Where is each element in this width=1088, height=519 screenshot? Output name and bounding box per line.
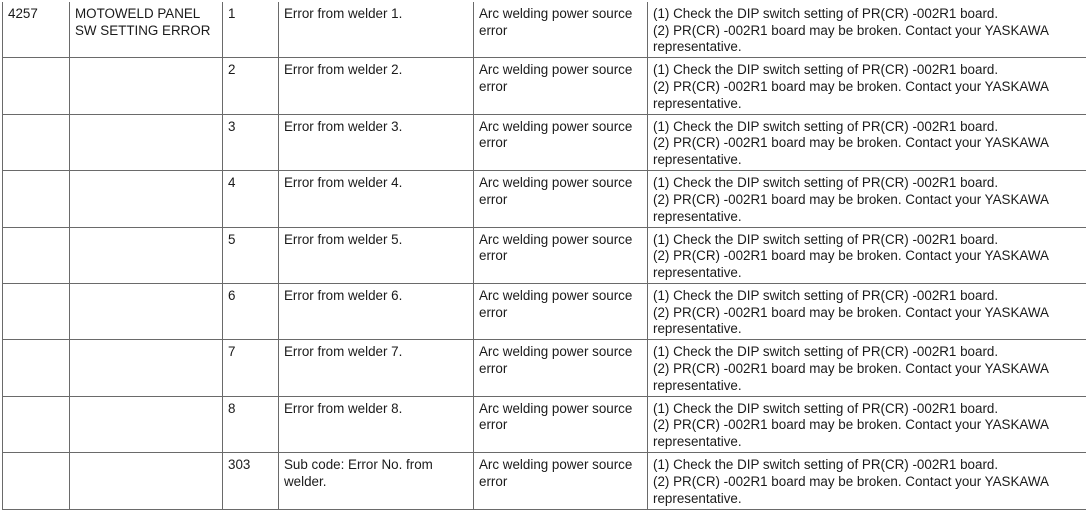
sub-code-cell: 1 — [223, 2, 279, 58]
cause-cell: Arc welding power source error — [474, 114, 648, 170]
description-cell: Error from welder 1. — [279, 2, 474, 58]
remedy-step-2: (2) PR(CR) -002R1 board may be broken. Contact your YASKAWA representative. — [653, 417, 1049, 450]
remedy-cell — [648, 114, 1086, 170]
remedy-step-1: (1) Check the DIP switch setting of PR(CR) -002R1 board. — [653, 287, 999, 303]
remedy-step-1: (1) Check the DIP switch setting of PR(CR) -002R1 board. — [653, 118, 999, 134]
remedy-step-1: (1) Check the DIP switch setting of PR(CR) -002R1 board. — [653, 6, 999, 21]
alarm-code-cell — [3, 283, 70, 339]
sub-code-cell: 8 — [223, 396, 279, 452]
remedy-step-1: (1) Check the DIP switch setting of PR(CR) -002R1 board. — [653, 62, 999, 78]
alarm-name-cell — [70, 283, 223, 339]
table-row — [3, 114, 1086, 170]
remedy-cell — [648, 227, 1086, 283]
sub-code-cell: 4 — [223, 171, 279, 227]
remedy-cell — [648, 396, 1086, 452]
cause-cell: Arc welding power source error — [474, 453, 648, 509]
remedy-cell — [648, 453, 1086, 509]
alarm-table — [2, 2, 1086, 510]
sub-code-cell: 3 — [223, 114, 279, 170]
table-row — [3, 396, 1086, 452]
table-row — [3, 227, 1086, 283]
alarm-name-cell — [70, 396, 223, 452]
alarm-code-cell — [3, 114, 70, 170]
alarm-name-cell: MOTOWELD PANEL SW SETTING ERROR — [70, 2, 223, 58]
alarm-name-cell — [70, 340, 223, 396]
alarm-code-cell — [3, 58, 70, 114]
remedy-step-2: (2) PR(CR) -002R1 board may be broken. Contact your YASKAWA representative. — [653, 304, 1049, 337]
table-row — [3, 340, 1086, 396]
description-cell: Error from welder 7. — [279, 340, 474, 396]
cause-cell: Arc welding power source error — [474, 396, 648, 452]
remedy-step-2: (2) PR(CR) -002R1 board may be broken. Contact your YASKAWA representative. — [653, 79, 1049, 111]
remedy-cell — [648, 2, 1086, 58]
remedy-step-2: (2) PR(CR) -002R1 board may be broken. Contact your YASKAWA representative. — [653, 473, 1049, 506]
sub-code-cell: 5 — [223, 227, 279, 283]
remedy-cell — [648, 58, 1086, 114]
remedy-step-2: (2) PR(CR) -002R1 board may be broken. Contact your YASKAWA representative. — [653, 22, 1049, 55]
cause-cell: Arc welding power source error — [474, 283, 648, 339]
description-cell: Error from welder 5. — [279, 227, 474, 283]
remedy-step-1: (1) Check the DIP switch setting of PR(CR) -002R1 board. — [653, 457, 999, 473]
alarm-name-cell — [70, 58, 223, 114]
cause-cell: Arc welding power source error — [474, 2, 648, 58]
remedy-step-1: (1) Check the DIP switch setting of PR(CR) -002R1 board. — [653, 400, 999, 416]
cause-cell: Arc welding power source error — [474, 58, 648, 114]
description-cell: Error from welder 3. — [279, 114, 474, 170]
description-cell: Sub code: Error No. from welder. — [279, 453, 474, 509]
table-row — [3, 2, 1086, 58]
remedy-step-2: (2) PR(CR) -002R1 board may be broken. Contact your YASKAWA representative. — [653, 191, 1049, 224]
alarm-table-body — [3, 2, 1086, 509]
remedy-step-1: (1) Check the DIP switch setting of PR(CR) -002R1 board. — [653, 344, 999, 360]
alarm-code-cell — [3, 171, 70, 227]
description-cell: Error from welder 2. — [279, 58, 474, 114]
remedy-step-2: (2) PR(CR) -002R1 board may be broken. Contact your YASKAWA representative. — [653, 135, 1049, 168]
sub-code-cell: 2 — [223, 58, 279, 114]
sub-code-cell: 6 — [223, 283, 279, 339]
cause-cell: Arc welding power source error — [474, 340, 648, 396]
alarm-code-cell — [3, 396, 70, 452]
remedy-step-1: (1) Check the DIP switch setting of PR(CR) -002R1 board. — [653, 175, 999, 191]
remedy-step-2: (2) PR(CR) -002R1 board may be broken. Contact your YASKAWA representative. — [653, 361, 1049, 393]
alarm-name-cell — [70, 114, 223, 170]
remedy-step-2: (2) PR(CR) -002R1 board may be broken. Contact your YASKAWA representative. — [653, 248, 1049, 280]
table-row — [3, 283, 1086, 339]
alarm-code-cell: 4257 — [3, 2, 70, 58]
sub-code-cell: 303 — [223, 453, 279, 509]
alarm-name-cell — [70, 227, 223, 283]
description-cell: Error from welder 4. — [279, 171, 474, 227]
table-row — [3, 453, 1086, 509]
remedy-cell — [648, 340, 1086, 396]
description-cell: Error from welder 8. — [279, 396, 474, 452]
table-row — [3, 58, 1086, 114]
alarm-name-cell — [70, 171, 223, 227]
remedy-step-1: (1) Check the DIP switch setting of PR(CR) -002R1 board. — [653, 231, 999, 247]
table-row — [3, 171, 1086, 227]
alarm-code-cell — [3, 340, 70, 396]
remedy-cell — [648, 171, 1086, 227]
alarm-code-cell — [3, 227, 70, 283]
cause-cell: Arc welding power source error — [474, 171, 648, 227]
cause-cell: Arc welding power source error — [474, 227, 648, 283]
alarm-name-cell — [70, 453, 223, 509]
description-cell: Error from welder 6. — [279, 283, 474, 339]
alarm-code-cell — [3, 453, 70, 509]
remedy-cell — [648, 283, 1086, 339]
sub-code-cell: 7 — [223, 340, 279, 396]
